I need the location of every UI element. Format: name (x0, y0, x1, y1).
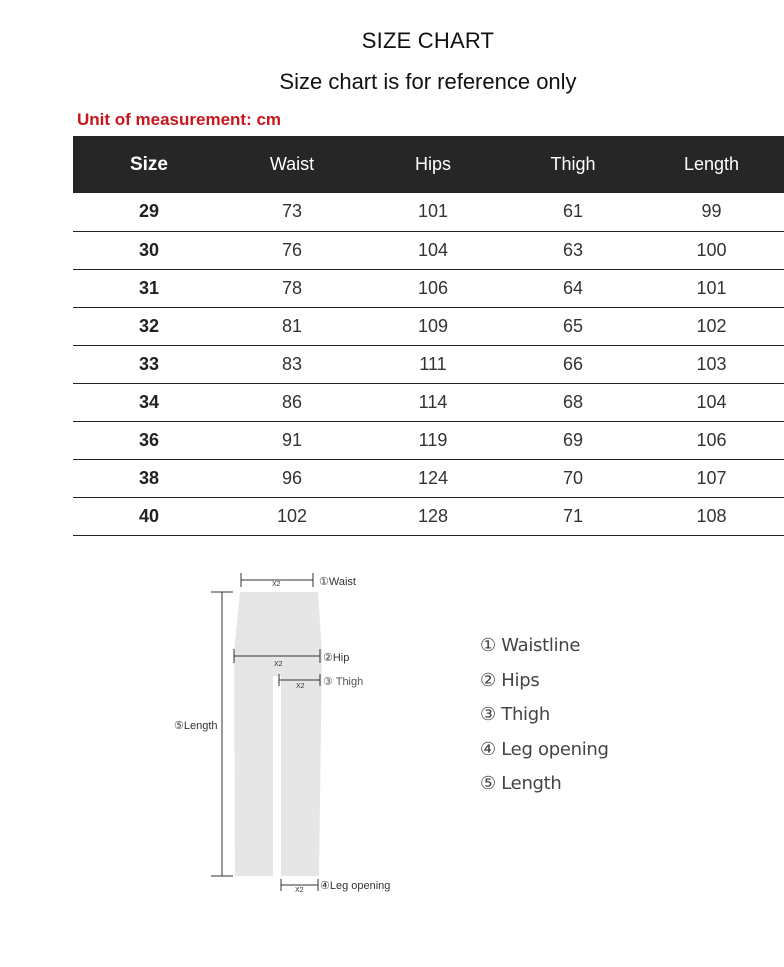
cell-waist: 86 (281, 391, 303, 412)
pants-measurement-diagram (0, 560, 784, 960)
cell-thigh: 65 (562, 315, 584, 336)
cell-waist: 78 (281, 277, 303, 298)
cell-waist: 91 (281, 429, 303, 450)
table-row (73, 345, 784, 383)
thigh-label: ③ Thigh (323, 676, 364, 688)
cell-waist: 73 (281, 201, 303, 222)
cell-thigh: 70 (562, 467, 584, 488)
page-title: SIZE CHART (361, 28, 495, 53)
cell-length: 101 (696, 277, 727, 298)
legend-item-length: ⑤ Length (480, 773, 562, 794)
size-table-container (73, 136, 784, 536)
table-row (73, 193, 784, 231)
length-measure (211, 592, 233, 876)
cell-thigh: 66 (562, 353, 584, 374)
size-table (73, 136, 784, 536)
cell-size: 36 (138, 429, 160, 450)
cell-hips: 111 (419, 353, 447, 374)
cell-hips: 101 (417, 201, 449, 222)
cell-size: 40 (138, 505, 160, 526)
cell-size: 32 (138, 315, 160, 336)
cell-hips: 109 (417, 315, 449, 336)
cell-hips: 114 (418, 391, 448, 412)
cell-thigh: 61 (562, 201, 584, 222)
cell-hips: 106 (417, 277, 449, 298)
cell-size: 30 (138, 239, 160, 260)
cell-length: 106 (696, 429, 727, 450)
table-row (73, 231, 784, 269)
cell-length: 108 (696, 505, 727, 526)
cell-hips: 124 (417, 467, 449, 488)
page-subtitle: Size chart is for reference only (279, 69, 577, 94)
legend-item-leg-opening: ④ Leg opening (480, 738, 609, 760)
leg-opening-x2-label: X2 (295, 887, 304, 894)
cell-size: 29 (138, 201, 160, 222)
cell-size: 33 (138, 353, 160, 374)
cell-hips: 119 (418, 429, 448, 450)
cell-length: 102 (696, 315, 727, 336)
legend-item-hips: ② Hips (480, 669, 540, 691)
hip-label: ②Hip (323, 652, 350, 664)
length-label: ⑤Length (174, 720, 218, 732)
table-row (73, 497, 784, 535)
cell-length: 103 (696, 353, 727, 374)
cell-waist: 102 (276, 505, 308, 526)
cell-thigh: 64 (562, 277, 584, 298)
cell-thigh: 69 (562, 429, 584, 450)
table-row (73, 269, 784, 307)
thigh-x2-label: X2 (296, 683, 305, 690)
cell-length: 100 (696, 239, 727, 260)
table-row (73, 459, 784, 497)
cell-length: 104 (696, 391, 727, 412)
cell-waist: 96 (281, 467, 303, 488)
cell-waist: 83 (281, 353, 303, 374)
table-row (73, 421, 784, 459)
cell-size: 34 (138, 391, 160, 412)
cell-hips: 128 (417, 505, 449, 526)
cell-waist: 81 (281, 315, 303, 336)
leg-opening-label: ④Leg opening (320, 880, 391, 892)
column-header-length: Length (683, 154, 740, 174)
column-header-hips: Hips (414, 154, 451, 174)
unit-note: Unit of measurement: cm (77, 110, 282, 129)
hip-x2-label: X2 (274, 661, 283, 668)
header-row (73, 136, 784, 193)
cell-thigh: 71 (562, 505, 584, 526)
cell-size: 31 (138, 277, 160, 298)
measurement-legend (480, 635, 609, 808)
column-header-size: Size (129, 153, 169, 175)
cell-length: 99 (701, 201, 722, 222)
leg-gap (273, 676, 281, 876)
column-header-thigh: Thigh (550, 154, 596, 174)
size-table-body (73, 193, 784, 535)
cell-thigh: 68 (562, 391, 584, 412)
cell-size: 38 (138, 467, 160, 488)
cell-waist: 76 (281, 239, 303, 260)
size-table-header (73, 136, 784, 193)
table-row (73, 307, 784, 345)
cell-thigh: 63 (562, 239, 584, 260)
column-header-waist: Waist (269, 154, 315, 174)
cell-hips: 104 (417, 239, 449, 260)
legend-item-waistline: ① Waistline (480, 635, 581, 656)
legend-item-thigh: ③ Thigh (480, 704, 550, 725)
cell-length: 107 (696, 467, 727, 488)
waist-x2-label: X2 (272, 581, 281, 588)
waist-label: ①Waist (319, 576, 356, 588)
table-row (73, 383, 784, 421)
